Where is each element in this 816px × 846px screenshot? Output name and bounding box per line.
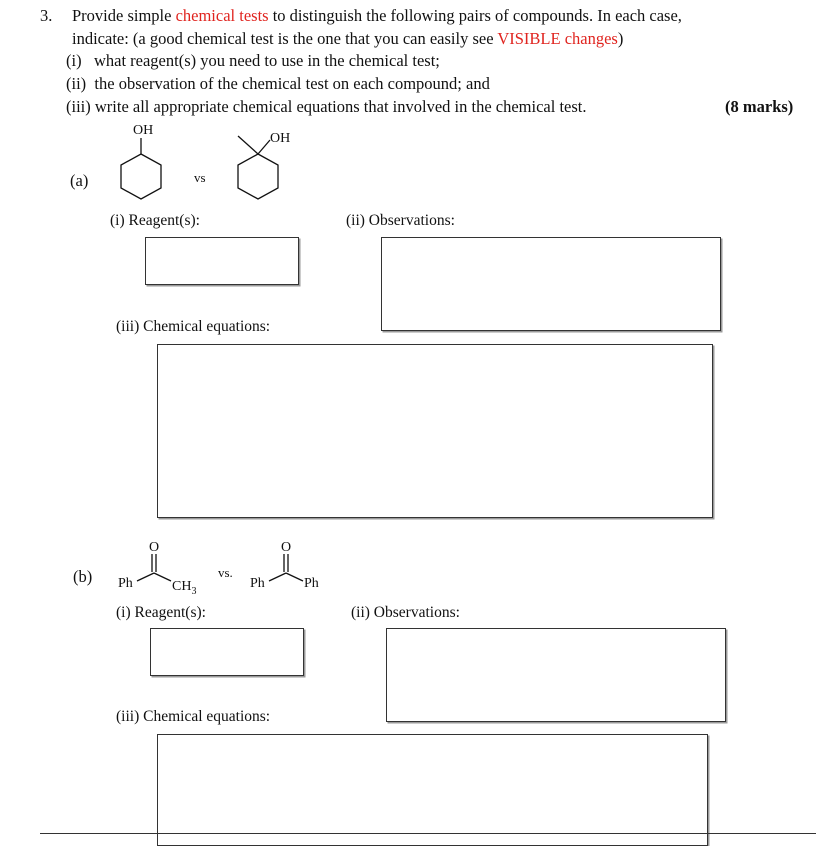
cyclohexane-ring: [121, 154, 161, 199]
item-num: (ii): [66, 74, 87, 93]
phenyl-label: Ph: [118, 576, 133, 591]
part-b-observation-box[interactable]: [386, 628, 726, 722]
methyl-label: [172, 579, 196, 597]
carbonyl-oxygen-label: O: [281, 540, 292, 555]
left-bond: [269, 573, 286, 581]
part-b-equation-label: (iii) Chemical equations:: [116, 708, 271, 725]
part-a-reagent-box[interactable]: [145, 237, 299, 285]
part-a-reagent-label: (i) Reagent(s):: [110, 212, 200, 229]
line2-text: indicate: (a good chemical test is the one that you can easily see: [72, 29, 498, 48]
part-a-equation-label: (iii) Chemical equations:: [116, 318, 271, 335]
left-bond: [137, 573, 154, 581]
benzophenone-structure: [244, 536, 344, 598]
methyl-text: CH: [172, 579, 192, 594]
question-number: 3.: [40, 6, 53, 25]
item-num: (iii): [66, 97, 91, 116]
phenyl-left-label: Ph: [250, 576, 265, 591]
part-b-equation-box[interactable]: [157, 734, 708, 846]
item-num: (i): [66, 51, 82, 70]
instruction-item-i: [66, 50, 440, 72]
cyclohexanol-structure: [100, 118, 190, 208]
carbonyl-oxygen-label: O: [149, 540, 160, 555]
methyl-bond: [238, 136, 258, 154]
hydroxyl-label: OH: [270, 131, 291, 146]
oh-bond: [258, 140, 270, 154]
instruction-item-ii: [66, 73, 490, 95]
intro-text-end: to distinguish the following pairs of compounds. In each case,: [268, 6, 682, 25]
page-bottom-rule: [40, 833, 816, 834]
part-b-observation-label: (ii) Observations:: [351, 604, 460, 621]
part-a-observation-label: (ii) Observations:: [346, 212, 455, 229]
phenyl-right-label: Ph: [304, 576, 319, 591]
right-bond: [286, 573, 303, 581]
instruction-item-iii: [66, 96, 587, 118]
right-bond: [154, 573, 171, 581]
question-line-2: [72, 28, 623, 50]
marks-label: (8 marks): [725, 97, 794, 116]
part-b-reagent-box[interactable]: [150, 628, 304, 676]
line2-text-end: ): [617, 29, 624, 48]
question-intro-line: [72, 5, 682, 27]
part-a-equation-box[interactable]: [157, 344, 713, 518]
hydroxyl-label: OH: [133, 123, 154, 138]
part-b-label: (b): [73, 567, 93, 586]
part-a-vs: vs: [194, 170, 206, 185]
part-b-vs: vs.: [218, 565, 233, 580]
part-a-label: (a): [70, 171, 89, 190]
part-b-reagent-label: (i) Reagent(s):: [116, 604, 206, 621]
acetophenone-structure: [112, 536, 212, 598]
intro-highlight: chemical tests: [175, 6, 269, 25]
item-text: the observation of the chemical test on each compound; and: [94, 74, 490, 93]
methylcyclohexanol-structure: [225, 118, 325, 208]
item-text: what reagent(s) you need to use in the chemical test;: [93, 51, 440, 70]
part-a-observation-box[interactable]: [381, 237, 721, 331]
intro-text: Provide simple: [72, 6, 176, 25]
methyl-subscript: 3: [191, 586, 197, 597]
line2-highlight: VISIBLE changes: [497, 29, 618, 48]
item-text: write all appropriate chemical equations that involved in the chemical test.: [94, 97, 587, 116]
cyclohexane-ring: [238, 154, 278, 199]
